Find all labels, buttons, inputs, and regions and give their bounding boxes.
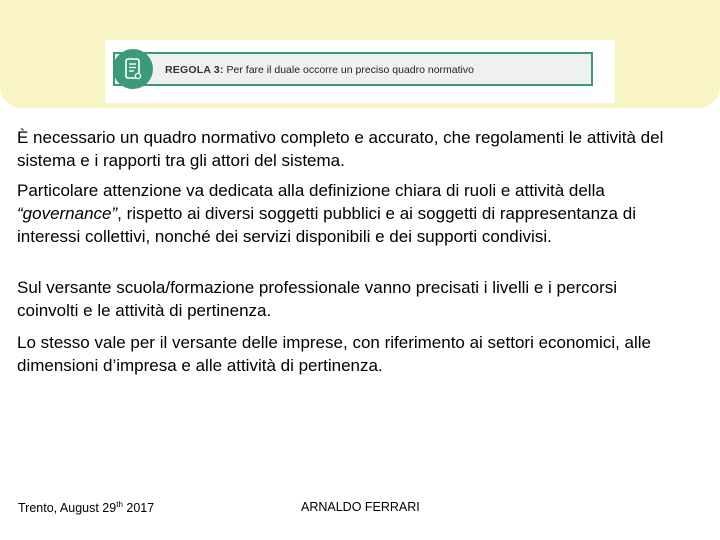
footer-date-year: 2017: [122, 501, 155, 516]
footer-date-prefix: Trento, August 29: [18, 501, 117, 516]
rule-banner-text: [165, 64, 474, 76]
paragraph-school-training: Sul versante scuola/formazione professionale vanno precisati i livelli e i percorsi coinvolti e le attività di pertinenza.: [17, 278, 618, 320]
rule-label: REGOLA 3:: [165, 64, 224, 76]
governance-term: “governance”: [17, 204, 118, 223]
governance-text-before: Particolare attenzione va dedicata alla definizione chiara di ruoli e attività della: [17, 181, 605, 200]
paragraph-governance: [17, 179, 677, 248]
rule-banner-frame: [105, 40, 615, 103]
rule-text: Per fare il duale occorre un preciso quadro normativo: [226, 64, 474, 76]
document-scroll-icon: [113, 49, 153, 89]
footer-author: ARNALDO FERRARI: [301, 500, 420, 514]
paragraph-enterprises: Lo stesso vale per il versante delle imprese, con riferimento ai settori economici, alle dimensioni d’impresa e alle attività di pertinenza.: [17, 333, 652, 375]
footer-date-suffix-th: th: [116, 500, 123, 509]
paragraph-normative-framework: È necessario un quadro normativo completo e accurato, che regolamenti le attività del sistema e i rapporti tra gli attori del sistema.: [17, 128, 664, 170]
slide-body: [17, 126, 677, 377]
governance-text-after: , rispetto ai diversi soggetti pubblici e ai soggetti di rappresentanza di interessi collettivi, nonché dei servizi disponibili e dei supporti condivisi.: [17, 204, 636, 246]
footer-date: [18, 500, 154, 515]
